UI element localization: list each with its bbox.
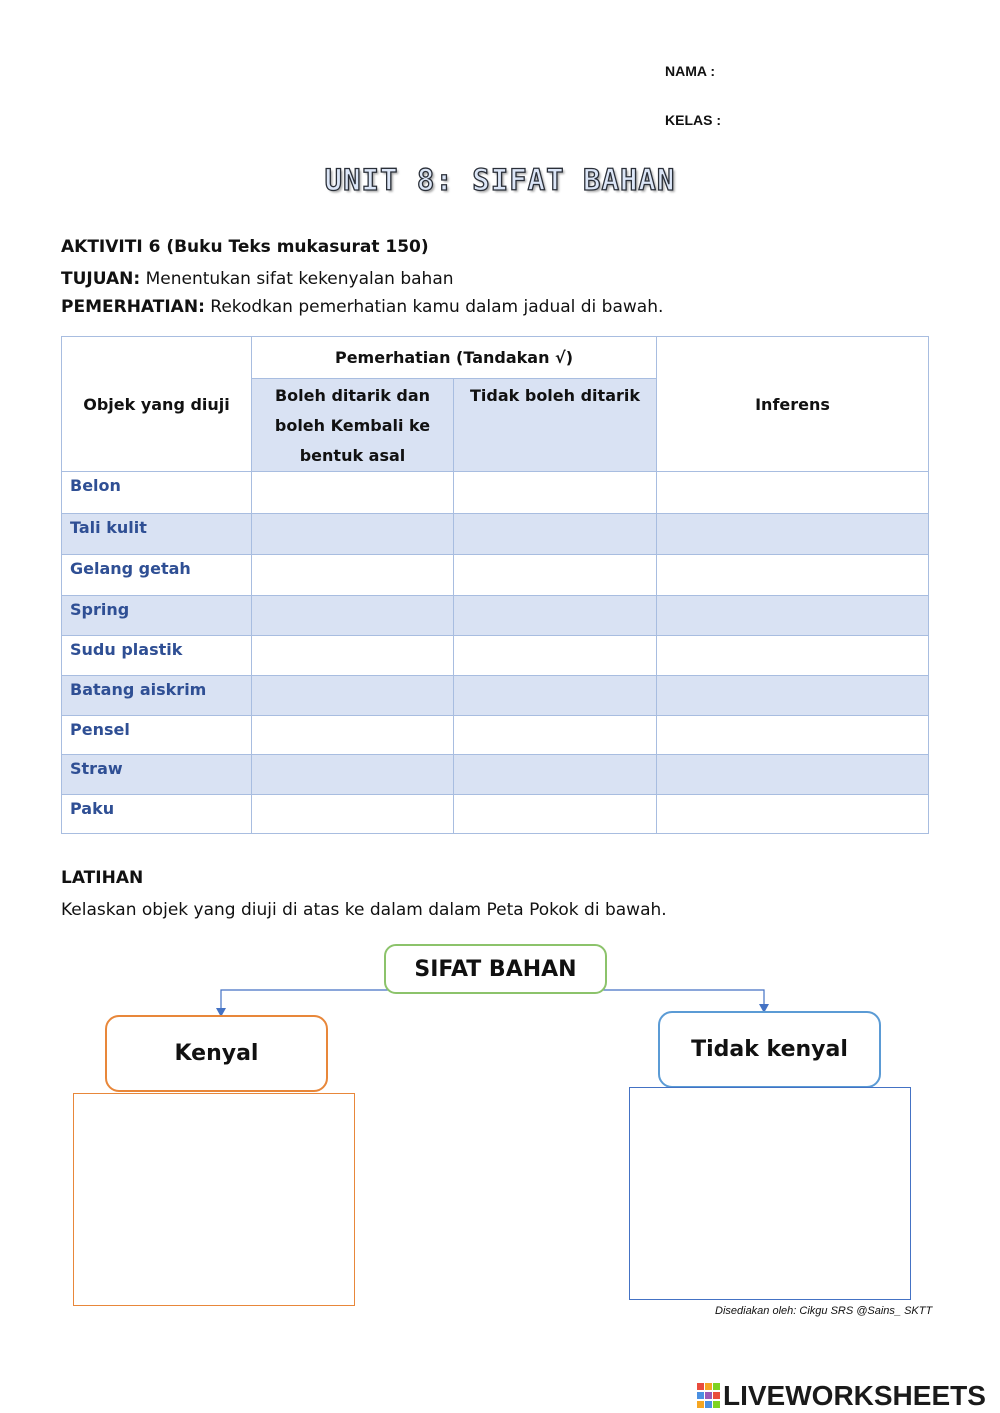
tujuan-label: TUJUAN: [61, 269, 141, 289]
credit-text: Disediakan oleh: Cikgu SRS @Sains_ SKTT [715, 1305, 933, 1317]
header-stretchable: Boleh ditarik dan boleh Kembali ke bentuk asal [252, 379, 454, 472]
kenyal-answer-area[interactable] [73, 1093, 355, 1306]
tree-root-label: SIFAT BAHAN [414, 956, 577, 982]
tree-branch-kenyal [105, 1015, 328, 1092]
tidak-kenyal-answer-area[interactable] [629, 1087, 911, 1300]
header-inference: Inferens [657, 337, 929, 472]
liveworksheets-logo [697, 1380, 986, 1412]
activity-heading: AKTIVITI 6 (Buku Teks mukasurat 150) [61, 237, 429, 257]
header-object: Objek yang diuji [62, 337, 252, 472]
header-observation: Pemerhatian (Tandakan √) [252, 337, 657, 379]
header-not-stretchable: Tidak boleh ditarik [454, 379, 657, 472]
nama-label: NAMA : [665, 63, 716, 79]
object-name: Paku [62, 795, 252, 834]
tree-branch-tidak-kenyal-label: Tidak kenyal [691, 1037, 848, 1062]
object-name: Batang aiskrim [62, 676, 252, 716]
object-name: Gelang getah [62, 555, 252, 596]
liveworksheets-logo-text: LIVEWORKSHEETS [723, 1380, 986, 1411]
object-name: Belon [62, 472, 252, 514]
exercise-heading: LATIHAN [61, 868, 144, 888]
pemerhatian-text: Rekodkan pemerhatian kamu dalam jadual di bawah. [204, 297, 664, 317]
tree-root [384, 944, 607, 994]
object-name: Tali kulit [62, 514, 252, 555]
exercise-instruction: Kelaskan objek yang diuji di atas ke dalam dalam Peta Pokok di bawah. [61, 900, 667, 920]
object-name: Spring [62, 596, 252, 636]
object-name: Sudu plastik [62, 636, 252, 676]
tree-branch-kenyal-label: Kenyal [174, 1041, 259, 1066]
kelas-label: KELAS : [665, 112, 721, 128]
tujuan-text: Menentukan sifat kekenyalan bahan [140, 269, 454, 289]
liveworksheets-logo-icon [697, 1383, 721, 1409]
page-title: UNIT 8: SIFAT BAHAN [324, 163, 676, 197]
object-name: Pensel [62, 716, 252, 755]
pemerhatian-label: PEMERHATIAN: [61, 297, 205, 317]
tree-branch-tidak-kenyal [658, 1011, 881, 1088]
object-name: Straw [62, 755, 252, 795]
